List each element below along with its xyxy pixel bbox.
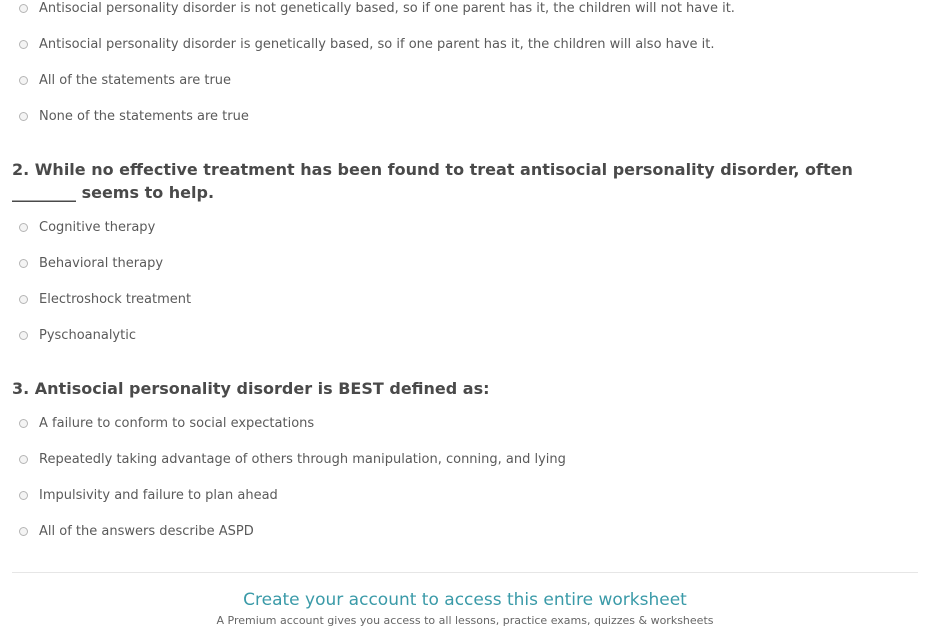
answer-option[interactable] bbox=[18, 217, 155, 237]
radio-button[interactable] bbox=[19, 491, 28, 500]
radio-button[interactable] bbox=[19, 455, 28, 464]
answer-option[interactable] bbox=[18, 289, 191, 309]
answer-option[interactable] bbox=[18, 34, 715, 54]
answer-label: Repeatedly taking advantage of others through manipulation, conning, and lying bbox=[39, 451, 566, 467]
answer-option[interactable] bbox=[18, 70, 231, 90]
answer-label: None of the statements are true bbox=[39, 108, 249, 124]
answer-label: Behavioral therapy bbox=[39, 255, 164, 271]
answer-option[interactable] bbox=[18, 485, 278, 505]
answer-option[interactable] bbox=[18, 521, 254, 541]
answer-option[interactable] bbox=[18, 413, 314, 433]
answer-label: Cognitive therapy bbox=[39, 219, 156, 235]
answer-label: All of the statements are true bbox=[39, 72, 232, 88]
radio-button[interactable] bbox=[19, 419, 28, 428]
radio-button[interactable] bbox=[19, 527, 28, 536]
radio-button[interactable] bbox=[19, 40, 28, 49]
radio-button[interactable] bbox=[19, 76, 28, 85]
answer-option[interactable] bbox=[18, 106, 249, 126]
answer-label: Electroshock treatment bbox=[39, 291, 192, 307]
question-2-title: 2. While no effective treatment has been found to treat antisocial personality disorder, often ________ seems to help. bbox=[12, 160, 853, 202]
radio-button[interactable] bbox=[19, 331, 28, 340]
answer-label: All of the answers describe ASPD bbox=[39, 523, 254, 539]
answer-label: A failure to conform to social expectations bbox=[39, 415, 315, 431]
section-divider bbox=[12, 572, 918, 573]
create-account-link[interactable]: Create your account to access this entire worksheet bbox=[243, 590, 687, 610]
answer-label: Pyschoanalytic bbox=[39, 327, 136, 343]
radio-button[interactable] bbox=[19, 259, 28, 268]
radio-button[interactable] bbox=[19, 295, 28, 304]
answer-label: Antisocial personality disorder is not genetically based, so if one parent has it, the children will not have it. bbox=[39, 0, 735, 16]
answer-option[interactable] bbox=[18, 325, 136, 345]
answer-option[interactable] bbox=[18, 0, 735, 18]
radio-button[interactable] bbox=[19, 223, 28, 232]
question-3-title: 3. Antisocial personality disorder is BEST defined as: bbox=[12, 379, 490, 398]
answer-option[interactable] bbox=[18, 253, 163, 273]
radio-button[interactable] bbox=[19, 4, 28, 13]
answer-label: Impulsivity and failure to plan ahead bbox=[39, 487, 278, 503]
answer-label: Antisocial personality disorder is genetically based, so if one parent has it, the children will also have it. bbox=[39, 36, 715, 52]
radio-button[interactable] bbox=[19, 112, 28, 121]
premium-subtext: A Premium account gives you access to all lessons, practice exams, quizzes & worksheets bbox=[216, 614, 714, 627]
answer-option[interactable] bbox=[18, 449, 566, 469]
